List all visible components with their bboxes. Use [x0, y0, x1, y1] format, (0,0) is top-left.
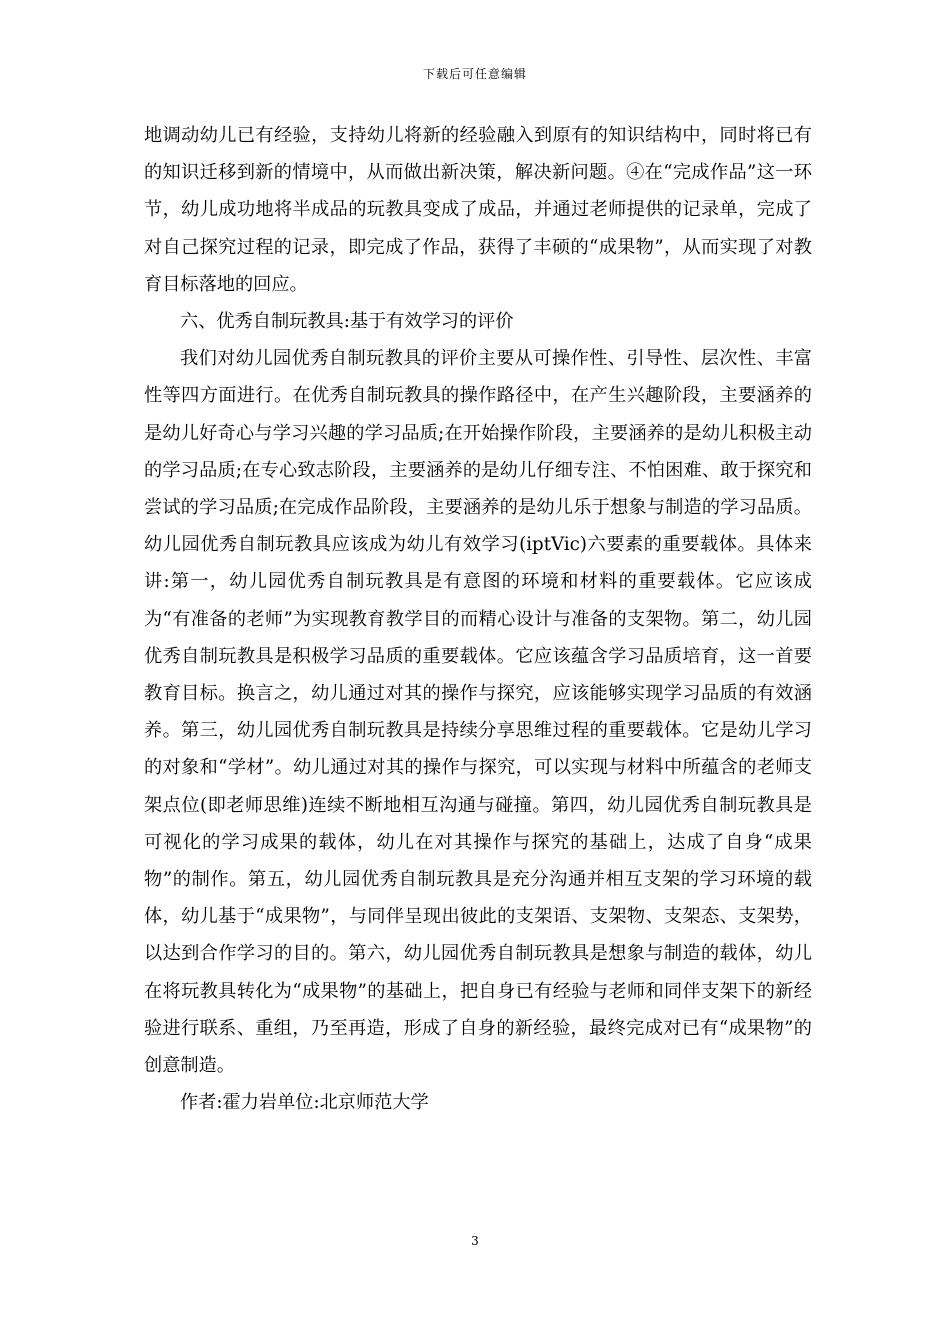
- evaluation-paragraph: 我们对幼儿园优秀自制玩教具的评价主要从可操作性、引导性、层次性、丰富性等四方面进行。在优秀自制玩教具的操作路径中，在产生兴趣阶段，主要涵养的是幼儿好奇心与学习兴趣的学习品质;在开始操作阶段，主要涵养的是幼儿积极主动的学习品质;在专心致志阶段，主要涵养的是幼儿仔细专注、不怕困难、敢于探究和尝试的学习品质;在完成作品阶段，主要涵养的是幼儿乐于想象与制造的学习品质。幼儿园优秀自制玩教具应该成为幼儿有效学习(iptVic)六要素的重要载体。具体来讲:第一，幼儿园优秀自制玩教具是有意图的环境和材料的重要载体。它应该成为“有准备的老师”为实现教育教学目的而精心设计与准备的支架物。第二，幼儿园优秀自制玩教具是积极学习品质的重要载体。它应该蕴含学习品质培育，这一首要教育目标。换言之，幼儿通过对其的操作与探究，应该能够实现学习品质的有效涵养。第三，幼儿园优秀自制玩教具是持续分享思维过程的重要载体。它是幼儿学习的对象和“学材”。幼儿通过对其的操作与探究，可以实现与材料中所蕴含的老师支架点位(即老师思维)连续不断地相互沟通与碰撞。第四，幼儿园优秀自制玩教具是可视化的学习成果的载体，幼儿在对其操作与探究的基础上，达成了自身“成果物”的制作。第五，幼儿园优秀自制玩教具是充分沟通并相互支架的学习环境的载体，幼儿基于“成果物”，与同伴呈现出彼此的支架语、支架物、支架态、支架势，以达到合作学习的目的。第六，幼儿园优秀自制玩教具是想象与制造的载体，幼儿在将玩教具转化为“成果物”的基础上，把自身已有经验与老师和同伴支架下的新经验进行联系、重组，乃至再造，形成了自身的新经验，最终完成对已有“成果物”的创意制造。: [144, 348, 812, 1077]
- document-body: [144, 117, 812, 1121]
- section-heading: 六、优秀自制玩教具:基于有效学习的评价: [180, 311, 514, 333]
- running-header: 下载后可任意编辑: [422, 67, 527, 81]
- page-number: 3: [471, 1234, 479, 1248]
- continued-paragraph: 地调动幼儿已有经验，支持幼儿将新的经验融入到原有的知识结构中，同时将已有的知识迁移到新的情境中，从而做出新决策，解决新问题。④在“完成作品”这一环节，幼儿成功地将半成品的玩教具变成了成品，并通过老师提供的记录单，完成了对自己探究过程的记录，即完成了作品，获得了丰硕的“成果物”，从而实现了对教育目标落地的回应。: [144, 125, 812, 295]
- author-line: 作者:霍力岩单位:北京师范大学: [180, 1092, 429, 1114]
